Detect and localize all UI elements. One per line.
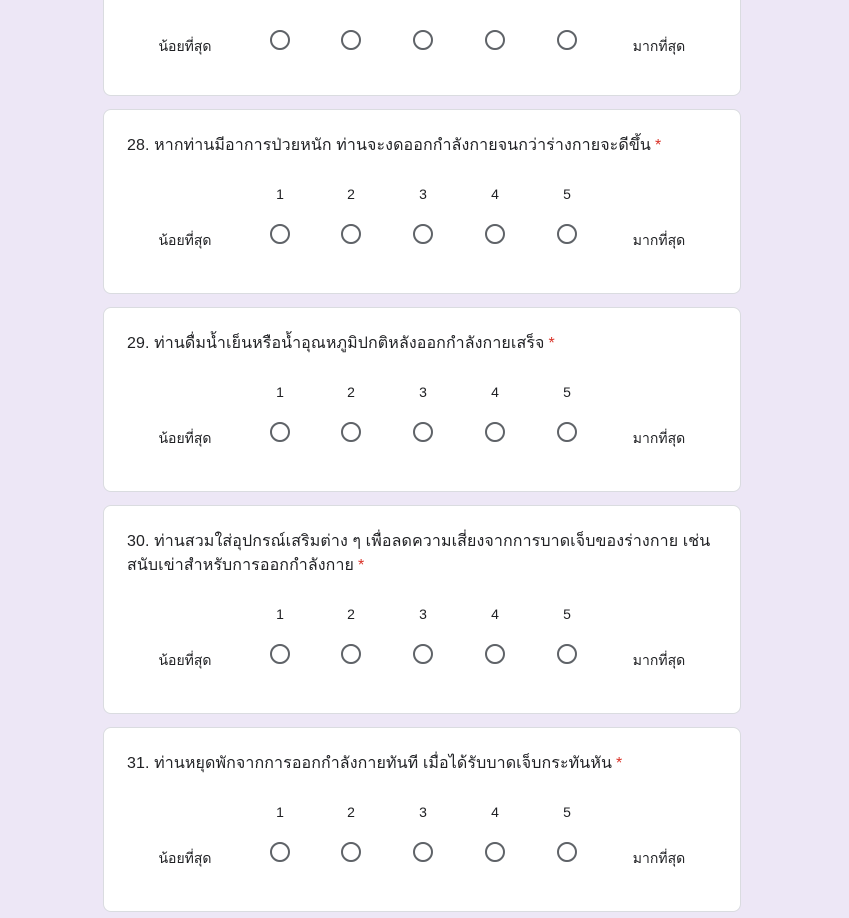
scale-numbers bbox=[104, 602, 740, 626]
radio-option-2[interactable] bbox=[341, 224, 361, 244]
linear-scale bbox=[104, 420, 740, 444]
question-card-27-partial bbox=[103, 0, 741, 96]
radio-option-3[interactable] bbox=[413, 30, 433, 50]
scale-number-5: 5 bbox=[563, 186, 571, 202]
radio-option-4[interactable] bbox=[485, 30, 505, 50]
required-asterisk: * bbox=[358, 557, 365, 574]
question-title bbox=[127, 134, 717, 158]
radio-option-5[interactable] bbox=[557, 30, 577, 50]
question-title bbox=[127, 752, 717, 776]
question-number: 28. bbox=[127, 137, 150, 154]
scale-number-1: 1 bbox=[276, 384, 284, 400]
scale-number-4: 4 bbox=[491, 804, 499, 820]
scale-number-1: 1 bbox=[276, 186, 284, 202]
scale-number-4: 4 bbox=[491, 186, 499, 202]
question-number: 31. bbox=[127, 755, 150, 772]
question-number: 30. bbox=[127, 533, 150, 550]
scale-max-label: มากที่สุด bbox=[632, 38, 686, 54]
scale-numbers bbox=[104, 380, 740, 404]
radio-option-4[interactable] bbox=[485, 422, 505, 442]
radio-option-5[interactable] bbox=[557, 224, 577, 244]
scale-number-5: 5 bbox=[563, 384, 571, 400]
radio-option-2[interactable] bbox=[341, 842, 361, 862]
scale-max-label: มากที่สุด bbox=[632, 232, 686, 248]
question-title bbox=[127, 332, 717, 356]
scale-number-2: 2 bbox=[347, 804, 355, 820]
scale-max-label: มากที่สุด bbox=[632, 850, 686, 866]
question-card-31 bbox=[103, 727, 741, 912]
radio-option-4[interactable] bbox=[485, 224, 505, 244]
scale-numbers bbox=[104, 182, 740, 206]
radio-option-5[interactable] bbox=[557, 644, 577, 664]
scale-number-1: 1 bbox=[276, 606, 284, 622]
radio-option-5[interactable] bbox=[557, 422, 577, 442]
question-text: ท่านหยุดพักจากการออกกำลังกายทันที เมื่อได้รับบาดเจ็บกระทันหัน bbox=[154, 755, 613, 772]
question-text: ท่านดื่มน้ำเย็นหรือน้ำอุณหภูมิปกติหลังออกกำลังกายเสร็จ bbox=[154, 335, 545, 352]
scale-number-3: 3 bbox=[419, 804, 427, 820]
scale-min-label: น้อยที่สุด bbox=[158, 652, 212, 668]
scale-min-label: น้อยที่สุด bbox=[158, 38, 212, 54]
linear-scale bbox=[104, 222, 740, 246]
radio-option-4[interactable] bbox=[485, 842, 505, 862]
scale-min-label: น้อยที่สุด bbox=[158, 232, 212, 248]
question-text: หากท่านมีอาการป่วยหนัก ท่านจะงดออกกำลังกายจนกว่าร่างกายจะดีขึ้น bbox=[154, 137, 651, 154]
scale-numbers bbox=[104, 800, 740, 824]
radio-option-3[interactable] bbox=[413, 644, 433, 664]
scale-number-2: 2 bbox=[347, 186, 355, 202]
scale-number-2: 2 bbox=[347, 384, 355, 400]
radio-option-2[interactable] bbox=[341, 644, 361, 664]
scale-max-label: มากที่สุด bbox=[632, 430, 686, 446]
question-card-30 bbox=[103, 505, 741, 714]
scale-number-3: 3 bbox=[419, 606, 427, 622]
radio-option-4[interactable] bbox=[485, 644, 505, 664]
scale-number-4: 4 bbox=[491, 384, 499, 400]
question-title bbox=[127, 530, 717, 578]
radio-option-3[interactable] bbox=[413, 422, 433, 442]
radio-option-1[interactable] bbox=[270, 644, 290, 664]
scale-number-3: 3 bbox=[419, 384, 427, 400]
linear-scale bbox=[104, 642, 740, 666]
scale-number-2: 2 bbox=[347, 606, 355, 622]
required-asterisk: * bbox=[548, 335, 555, 352]
linear-scale bbox=[104, 840, 740, 864]
scale-number-1: 1 bbox=[276, 804, 284, 820]
linear-scale bbox=[104, 28, 740, 52]
radio-option-1[interactable] bbox=[270, 842, 290, 862]
radio-option-5[interactable] bbox=[557, 842, 577, 862]
question-card-29 bbox=[103, 307, 741, 492]
question-number: 29. bbox=[127, 335, 150, 352]
radio-option-2[interactable] bbox=[341, 30, 361, 50]
scale-number-5: 5 bbox=[563, 606, 571, 622]
radio-option-3[interactable] bbox=[413, 842, 433, 862]
scale-min-label: น้อยที่สุด bbox=[158, 850, 212, 866]
question-text: ท่านสวมใส่อุปกรณ์เสริมต่าง ๆ เพื่อลดความเสี่ยงจากการบาดเจ็บของร่างกาย เช่น สนับเข่าสำหรับการออกกำลังกาย bbox=[127, 533, 711, 574]
scale-max-label: มากที่สุด bbox=[632, 652, 686, 668]
scale-min-label: น้อยที่สุด bbox=[158, 430, 212, 446]
radio-option-3[interactable] bbox=[413, 224, 433, 244]
radio-option-1[interactable] bbox=[270, 224, 290, 244]
scale-number-3: 3 bbox=[419, 186, 427, 202]
required-asterisk: * bbox=[616, 755, 623, 772]
question-card-28 bbox=[103, 109, 741, 294]
scale-number-5: 5 bbox=[563, 804, 571, 820]
radio-option-1[interactable] bbox=[270, 422, 290, 442]
radio-option-2[interactable] bbox=[341, 422, 361, 442]
radio-option-1[interactable] bbox=[270, 30, 290, 50]
scale-number-4: 4 bbox=[491, 606, 499, 622]
required-asterisk: * bbox=[654, 137, 662, 154]
